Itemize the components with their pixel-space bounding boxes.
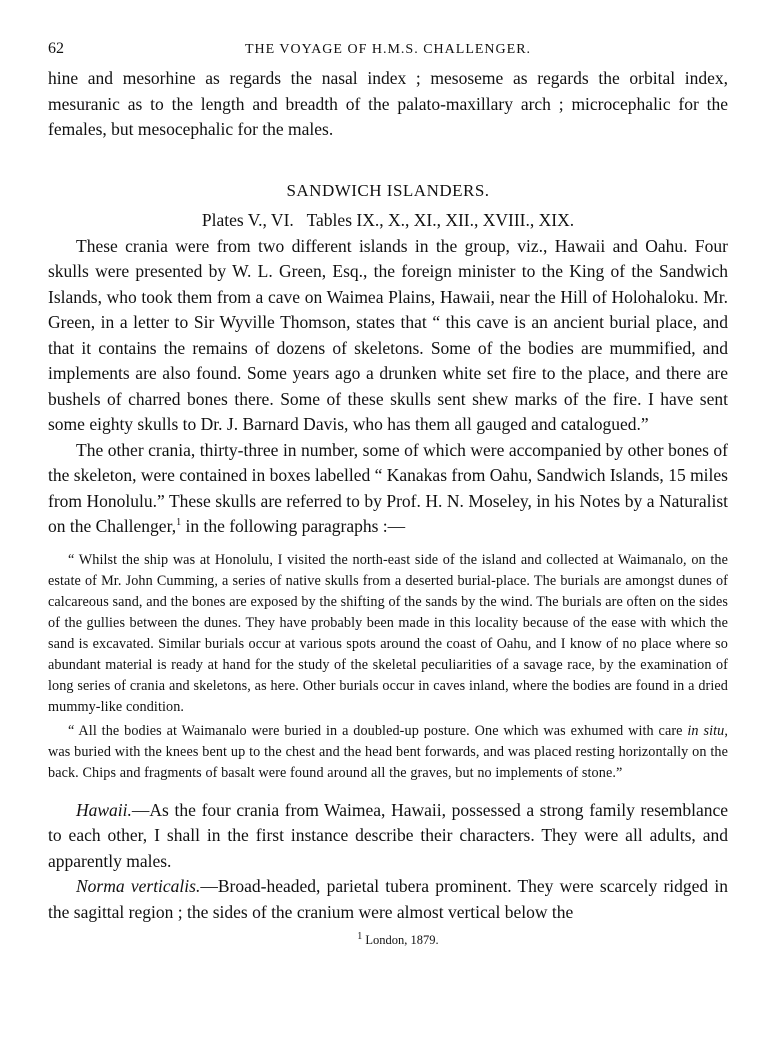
main-text: [48, 234, 728, 540]
description-text: [48, 798, 728, 926]
quote-paragraph-1: “ Whilst the ship was at Honolulu, I visited the north-east side of the island and collected at Waimanalo, on the estate of Mr. John Cumming, a series of native skulls from a deserted burial-place. The burials are amongst dunes of calcareous sand, and the bones are exposed by the shifting of the sands by the wind. The burials are often on the sides of the gullies between the dunes. They have probably been made in this locality because of the ease with which the sand is excavated. Similar burials occur at various spots around the coast of Oahu, and I know of no place where so abundant material is ready at hand for the study of the skeletal peculiarities of a savage race, by the examination of long series of crania and skeletons, as here. Other burials occur in caves inland, where the bodies are found in a dried mummy-like condition.: [48, 551, 728, 715]
quote-2-start: “ All the bodies at Waimanalo were buried in a doubled-up posture. One which was exhumed with care: [68, 722, 688, 739]
quote-2-end: , was buried with the knees bent up to the chest and the head bent forwards, and was placed resting horizontally on the back. Chips and fragments of basalt were found around all the graves, but no implements of stone.”: [48, 722, 728, 781]
paragraph-norma-verticalis: [48, 874, 728, 925]
page-header: [48, 40, 728, 66]
paragraph-oahu-text: The other crania, thirty-three in number, some of which were accompanied by other bones of the skeleton, were contained in boxes labelled “ Kanakas from Oahu, Sandwich Islands, 15 miles from Honolulu.” These skulls are referred to by Prof. H. N. Moseley, in his Notes by a Naturalist on the Challenger,: [48, 439, 728, 536]
quote-2-italic: in situ: [687, 722, 725, 739]
footnote-text: London, 1879.: [362, 933, 439, 947]
paragraph-crania-origin: These crania were from two different islands in the group, viz., Hawaii and Oahu. Four skulls were presented by W. L. Green, Esq., the foreign minister to the King of the Sandwich Islands, who took them from a cave on Waimea Plains, Hawaii, near the Hill of Holohaloku. Mr. Green, in a letter to Sir Wyville Thomson, states that “ this cave is an ancient burial place, and that it contains the remains of dozens of skeletons. Some of the bodies are mummified, and implements are also found. Some years ago a drunken white set fire to the place, and there are bushels of charred bones there. Some of these skulls sent shew marks of the fire. I have sent some eighty skulls to Dr. J. Barnard Davis, who has them all gauged and catalogued.”: [48, 235, 728, 434]
plates-tables-line: Plates V., VI. Tables IX., X., XI., XII., XVIII., XIX.: [201, 209, 575, 230]
moseley-quotation: [48, 550, 728, 784]
norma-text: —Broad-headed, parietal tubera prominent. They were scarcely ridged in the sagittal region ; the sides of the cranium were almost vertical below the: [48, 876, 728, 922]
footnote-marker: 1: [357, 930, 363, 942]
page-number: 62: [48, 40, 64, 57]
page-content: [48, 40, 728, 948]
footnote: [48, 930, 728, 948]
hawaii-text: —As the four crania from Waimea, Hawaii, possessed a strong family resemblance to each other, I shall in the first instance describe their characters. They were all adults, and apparently males.: [48, 799, 728, 871]
paragraph-oahu-crania: [48, 438, 728, 540]
running-head: THE VOYAGE OF H.M.S. CHALLENGER.: [244, 42, 532, 57]
paragraph-hawaii: [48, 798, 728, 875]
intro-paragraph: hine and mesorhine as regards the nasal index ; mesoseme as regards the orbital index, mesuranic as to the length and breadth of the palato-maxillary arch ; microcephalic for the females, but mesocephalic for the males.: [48, 68, 728, 139]
intro-section: [48, 66, 728, 143]
paragraph-oahu-tail: in the following paragraphs :—: [181, 516, 406, 536]
section-title: SANDWICH ISLANDERS.: [286, 180, 490, 200]
quote-paragraph-2: [48, 721, 728, 784]
norma-label: Norma verticalis.: [76, 876, 201, 896]
hawaii-label: Hawaii.: [76, 799, 132, 820]
footnote-reference: 1: [176, 517, 182, 529]
